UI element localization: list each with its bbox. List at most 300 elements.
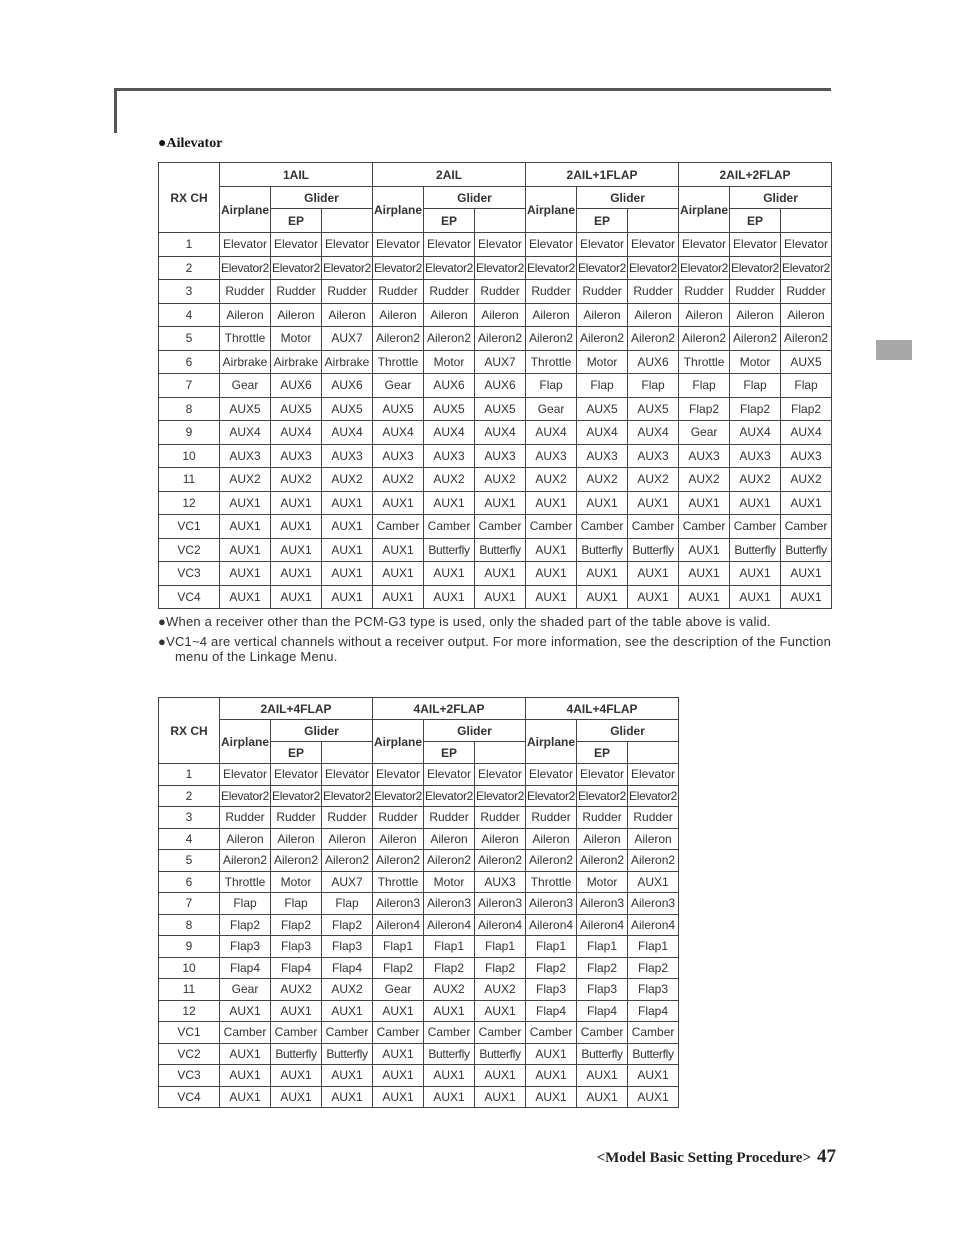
channel-cell: AUX1 (322, 515, 373, 539)
table-row (159, 303, 832, 327)
channel-cell: AUX1 (220, 1065, 271, 1087)
channel-cell: Gear (373, 374, 424, 398)
channel-cell: Rudder (220, 280, 271, 304)
channel-cell: Aileron (322, 828, 373, 850)
channel-cell: Camber (628, 515, 679, 539)
channel-cell: Elevator2 (577, 256, 628, 280)
channel-cell: AUX1 (271, 562, 322, 586)
channel-cell: AUX6 (628, 350, 679, 374)
channel-cell: Elevator2 (679, 256, 730, 280)
table-row (159, 957, 679, 979)
channel-cell: AUX1 (475, 562, 526, 586)
channel-cell: AUX1 (220, 491, 271, 515)
channel-cell: AUX1 (271, 538, 322, 562)
channel-cell: AUX5 (628, 397, 679, 421)
channel-cell: Elevator (475, 233, 526, 257)
channel-cell: AUX1 (679, 491, 730, 515)
channel-cell: AUX2 (730, 468, 781, 492)
channel-cell: Aileron (781, 303, 832, 327)
channel-cell: Aileron2 (577, 850, 628, 872)
page-number: 47 (817, 1146, 836, 1167)
channel-cell: AUX1 (322, 585, 373, 609)
channel-cell: Rudder (475, 807, 526, 829)
channel-cell: Camber (475, 1022, 526, 1044)
channel-cell: Elevator (526, 233, 577, 257)
glider-blank-header (781, 209, 832, 233)
glider-blank-header (322, 209, 373, 233)
channel-cell: Aileron (628, 303, 679, 327)
channel-cell: Rudder (220, 807, 271, 829)
channel-cell: Flap1 (373, 936, 424, 958)
table-row (159, 914, 679, 936)
channel-cell: Airbrake (220, 350, 271, 374)
channel-cell: Flap3 (577, 979, 628, 1001)
channel-cell: AUX7 (322, 871, 373, 893)
channel-cell: Rudder (271, 280, 322, 304)
channel-cell: Rudder (271, 807, 322, 829)
table-row (159, 280, 832, 304)
channel-cell: Flap4 (628, 1000, 679, 1022)
note-vc-channels: ●VC1~4 are vertical channels without a receiver output. For more information, see the description of the Function menu of the Linkage Menu. (158, 634, 831, 664)
channel-cell: AUX2 (424, 979, 475, 1001)
channel-cell: AUX3 (781, 444, 832, 468)
channel-cell: Throttle (220, 327, 271, 351)
channel-cell: Camber (373, 1022, 424, 1044)
header-row-groups (159, 698, 679, 720)
channel-cell: Elevator2 (526, 785, 577, 807)
ep-header: EP (271, 209, 322, 233)
channel-cell: Butterfly (322, 1043, 373, 1065)
channel-cell: Aileron4 (628, 914, 679, 936)
channel-label: 4 (159, 303, 220, 327)
channel-cell: AUX3 (424, 444, 475, 468)
channel-cell: AUX4 (526, 421, 577, 445)
channel-cell: Aileron3 (577, 893, 628, 915)
channel-cell: Camber (322, 1022, 373, 1044)
channel-cell: Flap4 (220, 957, 271, 979)
channel-label: VC3 (159, 1065, 220, 1087)
table-row (159, 936, 679, 958)
channel-label: 1 (159, 233, 220, 257)
channel-cell: Gear (679, 421, 730, 445)
table-row (159, 350, 832, 374)
notes (158, 614, 831, 669)
channel-cell: AUX6 (475, 374, 526, 398)
channel-cell: AUX1 (475, 1065, 526, 1087)
channel-label: 3 (159, 807, 220, 829)
channel-cell: Aileron (577, 828, 628, 850)
channel-cell: AUX1 (373, 538, 424, 562)
channel-cell: Elevator (271, 233, 322, 257)
chapter-side-tab (876, 340, 912, 360)
channel-cell: Elevator (271, 764, 322, 786)
channel-cell: AUX5 (271, 397, 322, 421)
channel-label: 8 (159, 397, 220, 421)
channel-cell: AUX1 (526, 1065, 577, 1087)
channel-cell: Camber (373, 515, 424, 539)
channel-cell: AUX6 (271, 374, 322, 398)
channel-cell: Butterfly (781, 538, 832, 562)
channel-cell: AUX5 (781, 350, 832, 374)
channel-cell: Elevator2 (373, 256, 424, 280)
channel-cell: Aileron3 (526, 893, 577, 915)
channel-cell: Aileron2 (424, 327, 475, 351)
channel-cell: Rudder (679, 280, 730, 304)
channel-cell: Elevator (322, 233, 373, 257)
channel-cell: AUX7 (322, 327, 373, 351)
channel-cell: Aileron2 (628, 327, 679, 351)
channel-cell: AUX2 (373, 468, 424, 492)
page-footer (597, 1146, 836, 1168)
table-row (159, 562, 832, 586)
channel-cell: AUX2 (271, 468, 322, 492)
channel-cell: Flap (271, 893, 322, 915)
channel-cell: Aileron (730, 303, 781, 327)
channel-cell: Flap (220, 893, 271, 915)
channel-cell: Aileron (271, 828, 322, 850)
channel-cell: Aileron (424, 303, 475, 327)
channel-cell: AUX1 (271, 491, 322, 515)
glider-header: Glider (424, 187, 526, 209)
channel-cell: AUX1 (424, 562, 475, 586)
channel-cell: Aileron3 (475, 893, 526, 915)
glider-header: Glider (577, 187, 679, 209)
channel-label: VC4 (159, 1086, 220, 1108)
page-frame-top-rule (114, 88, 831, 91)
airplane-header: Airplane (526, 720, 577, 764)
channel-cell: Aileron2 (271, 850, 322, 872)
channel-cell: Rudder (730, 280, 781, 304)
channel-cell: Motor (271, 871, 322, 893)
airplane-header: Airplane (526, 187, 577, 233)
channel-cell: AUX1 (730, 585, 781, 609)
group-header: 2AIL+2FLAP (679, 163, 832, 187)
channel-cell: Elevator2 (475, 785, 526, 807)
channel-cell: Aileron (373, 303, 424, 327)
channel-cell: Aileron (322, 303, 373, 327)
channel-cell: Airbrake (271, 350, 322, 374)
channel-cell: Gear (220, 979, 271, 1001)
channel-cell: Flap2 (424, 957, 475, 979)
channel-cell: AUX6 (424, 374, 475, 398)
channel-cell: Throttle (373, 871, 424, 893)
channel-cell: AUX1 (220, 562, 271, 586)
channel-cell: Elevator (475, 764, 526, 786)
channel-cell: Motor (271, 327, 322, 351)
channel-cell: Aileron4 (424, 914, 475, 936)
channel-cell: Rudder (628, 280, 679, 304)
channel-label: 10 (159, 957, 220, 979)
channel-label: 4 (159, 828, 220, 850)
channel-cell: AUX3 (526, 444, 577, 468)
channel-cell: AUX4 (220, 421, 271, 445)
channel-cell: Aileron3 (424, 893, 475, 915)
channel-cell: AUX3 (679, 444, 730, 468)
channel-cell: Aileron2 (373, 850, 424, 872)
glider-blank-header (628, 742, 679, 764)
airplane-header: Airplane (373, 720, 424, 764)
channel-cell: AUX4 (781, 421, 832, 445)
channel-cell: Elevator2 (628, 256, 679, 280)
channel-cell: Airbrake (322, 350, 373, 374)
channel-cell: Butterfly (475, 1043, 526, 1065)
channel-cell: Aileron (679, 303, 730, 327)
section-title: ●Ailevator (158, 136, 223, 151)
channel-cell: Flap2 (271, 914, 322, 936)
channel-cell: Flap2 (781, 397, 832, 421)
channel-cell: Aileron (526, 303, 577, 327)
channel-cell: Rudder (577, 280, 628, 304)
channel-cell: Camber (781, 515, 832, 539)
channel-cell: Aileron2 (424, 850, 475, 872)
channel-cell: Camber (424, 1022, 475, 1044)
channel-cell: AUX4 (628, 421, 679, 445)
channel-cell: AUX2 (475, 468, 526, 492)
channel-cell: Flap3 (322, 936, 373, 958)
channel-cell: Motor (577, 871, 628, 893)
channel-cell: Butterfly (424, 538, 475, 562)
channel-cell: AUX1 (424, 1000, 475, 1022)
channel-cell: Flap (781, 374, 832, 398)
channel-cell: Aileron2 (526, 327, 577, 351)
channel-cell: Gear (526, 397, 577, 421)
channel-cell: AUX1 (220, 1043, 271, 1065)
channel-cell: Elevator (577, 764, 628, 786)
channel-label: 2 (159, 256, 220, 280)
channel-cell: AUX1 (322, 1065, 373, 1087)
channel-cell: Aileron (220, 303, 271, 327)
channel-cell: Flap4 (577, 1000, 628, 1022)
channel-cell: AUX1 (679, 538, 730, 562)
channel-cell: Camber (730, 515, 781, 539)
channel-cell: Rudder (322, 807, 373, 829)
channel-cell: Flap2 (373, 957, 424, 979)
channel-cell: Flap2 (628, 957, 679, 979)
channel-cell: AUX3 (475, 444, 526, 468)
channel-cell: AUX1 (322, 491, 373, 515)
channel-cell: AUX4 (271, 421, 322, 445)
channel-cell: AUX1 (526, 538, 577, 562)
channel-cell: AUX7 (475, 350, 526, 374)
channel-cell: Elevator2 (220, 256, 271, 280)
table-row (159, 397, 832, 421)
channel-cell: Aileron2 (628, 850, 679, 872)
channel-cell: Aileron (526, 828, 577, 850)
table-row (159, 785, 679, 807)
channel-cell: Butterfly (577, 1043, 628, 1065)
channel-cell: AUX1 (475, 585, 526, 609)
table-row (159, 491, 832, 515)
channel-cell: AUX1 (220, 515, 271, 539)
channel-cell: Elevator (424, 764, 475, 786)
channel-cell: AUX1 (271, 515, 322, 539)
channel-cell: AUX1 (322, 1086, 373, 1108)
glider-blank-header (475, 742, 526, 764)
channel-cell: AUX1 (679, 562, 730, 586)
glider-header: Glider (730, 187, 832, 209)
channel-cell: Flap2 (322, 914, 373, 936)
glider-blank-header (628, 209, 679, 233)
channel-cell: Elevator (781, 233, 832, 257)
rx-ch-header: RX CH (159, 163, 220, 233)
channel-cell: Aileron (271, 303, 322, 327)
table-row (159, 421, 832, 445)
channel-label: 7 (159, 374, 220, 398)
table-row (159, 585, 832, 609)
channel-cell: AUX5 (424, 397, 475, 421)
channel-cell: Camber (628, 1022, 679, 1044)
channel-cell: Butterfly (475, 538, 526, 562)
channel-cell: Throttle (526, 350, 577, 374)
channel-cell: AUX4 (577, 421, 628, 445)
channel-cell: AUX5 (322, 397, 373, 421)
channel-cell: AUX2 (424, 468, 475, 492)
channel-cell: AUX1 (424, 491, 475, 515)
channel-cell: AUX1 (475, 491, 526, 515)
channel-cell: Rudder (577, 807, 628, 829)
channel-cell: Aileron3 (628, 893, 679, 915)
channel-cell: Flap3 (271, 936, 322, 958)
channel-cell: AUX4 (475, 421, 526, 445)
channel-cell: AUX3 (730, 444, 781, 468)
channel-cell: Elevator2 (577, 785, 628, 807)
channel-cell: Aileron2 (526, 850, 577, 872)
channel-label: 3 (159, 280, 220, 304)
channel-cell: Elevator (424, 233, 475, 257)
channel-cell: Flap3 (220, 936, 271, 958)
channel-cell: AUX1 (424, 585, 475, 609)
channel-cell: AUX1 (781, 562, 832, 586)
table-row (159, 850, 679, 872)
channel-cell: AUX2 (271, 979, 322, 1001)
channel-cell: Elevator (628, 764, 679, 786)
table-row (159, 828, 679, 850)
channel-cell: Camber (577, 1022, 628, 1044)
channel-cell: Elevator2 (526, 256, 577, 280)
airplane-header: Airplane (220, 720, 271, 764)
channel-cell: Flap3 (628, 979, 679, 1001)
channel-cell: Rudder (526, 807, 577, 829)
channel-cell: Elevator2 (373, 785, 424, 807)
channel-cell: AUX2 (679, 468, 730, 492)
channel-cell: Aileron (475, 828, 526, 850)
channel-cell: Aileron (220, 828, 271, 850)
table-row (159, 233, 832, 257)
channel-label: 5 (159, 327, 220, 351)
channel-label: 9 (159, 936, 220, 958)
channel-cell: Flap3 (526, 979, 577, 1001)
table-row (159, 374, 832, 398)
channel-label: VC3 (159, 562, 220, 586)
channel-label: VC4 (159, 585, 220, 609)
channel-cell: Flap4 (271, 957, 322, 979)
channel-cell: AUX2 (322, 979, 373, 1001)
channel-label: VC2 (159, 1043, 220, 1065)
channel-cell: Elevator (373, 764, 424, 786)
channel-cell: Flap2 (475, 957, 526, 979)
channel-cell: AUX1 (271, 1000, 322, 1022)
channel-cell: AUX2 (475, 979, 526, 1001)
channel-cell: Motor (730, 350, 781, 374)
channel-cell: AUX1 (220, 538, 271, 562)
channel-cell: Flap1 (577, 936, 628, 958)
channel-cell: Rudder (373, 807, 424, 829)
channel-cell: AUX1 (475, 1086, 526, 1108)
channel-cell: AUX5 (373, 397, 424, 421)
channel-cell: AUX1 (628, 1086, 679, 1108)
channel-cell: AUX3 (628, 444, 679, 468)
channel-label: 12 (159, 1000, 220, 1022)
channel-cell: Butterfly (271, 1043, 322, 1065)
airplane-header: Airplane (220, 187, 271, 233)
channel-label: 1 (159, 764, 220, 786)
ep-header: EP (730, 209, 781, 233)
channel-cell: Elevator2 (424, 256, 475, 280)
channel-cell: Aileron4 (526, 914, 577, 936)
glider-header: Glider (271, 720, 373, 742)
channel-cell: AUX1 (322, 538, 373, 562)
channel-cell: Flap2 (679, 397, 730, 421)
channel-cell: Rudder (628, 807, 679, 829)
channel-cell: AUX2 (322, 468, 373, 492)
channel-cell: Aileron4 (577, 914, 628, 936)
channel-cell: AUX3 (220, 444, 271, 468)
channel-cell: Elevator2 (271, 785, 322, 807)
channel-cell: AUX1 (271, 585, 322, 609)
channel-cell: Elevator (526, 764, 577, 786)
table-row (159, 764, 679, 786)
channel-cell: Camber (679, 515, 730, 539)
channel-cell: AUX1 (424, 1065, 475, 1087)
channel-cell: Camber (424, 515, 475, 539)
ep-header: EP (424, 209, 475, 233)
channel-cell: Throttle (373, 350, 424, 374)
channel-cell: Rudder (373, 280, 424, 304)
channel-cell: Flap1 (424, 936, 475, 958)
channel-cell: Elevator2 (271, 256, 322, 280)
airplane-header: Airplane (373, 187, 424, 233)
channel-cell: AUX1 (373, 491, 424, 515)
table-row (159, 327, 832, 351)
channel-cell: AUX3 (577, 444, 628, 468)
ep-header: EP (577, 209, 628, 233)
channel-cell: Elevator (628, 233, 679, 257)
channel-label: VC1 (159, 515, 220, 539)
channel-cell: AUX1 (577, 585, 628, 609)
glider-header: Glider (271, 187, 373, 209)
channel-cell: Camber (220, 1022, 271, 1044)
channel-cell: Aileron3 (373, 893, 424, 915)
rx-ch-header: RX CH (159, 698, 220, 764)
channel-cell: AUX1 (373, 562, 424, 586)
channel-cell: Elevator2 (322, 256, 373, 280)
channel-cell: AUX1 (271, 1086, 322, 1108)
channel-cell: Rudder (526, 280, 577, 304)
channel-cell: Aileron (628, 828, 679, 850)
channel-label: 11 (159, 468, 220, 492)
channel-cell: Aileron (424, 828, 475, 850)
channel-cell: Flap1 (526, 936, 577, 958)
channel-label: 12 (159, 491, 220, 515)
group-header: 4AIL+2FLAP (373, 698, 526, 720)
channel-table-2 (158, 697, 679, 1108)
channel-cell: Gear (373, 979, 424, 1001)
channel-cell: Elevator (220, 233, 271, 257)
channel-cell: Elevator2 (730, 256, 781, 280)
channel-cell: Elevator2 (424, 785, 475, 807)
channel-cell: Flap1 (475, 936, 526, 958)
channel-cell: AUX1 (526, 562, 577, 586)
